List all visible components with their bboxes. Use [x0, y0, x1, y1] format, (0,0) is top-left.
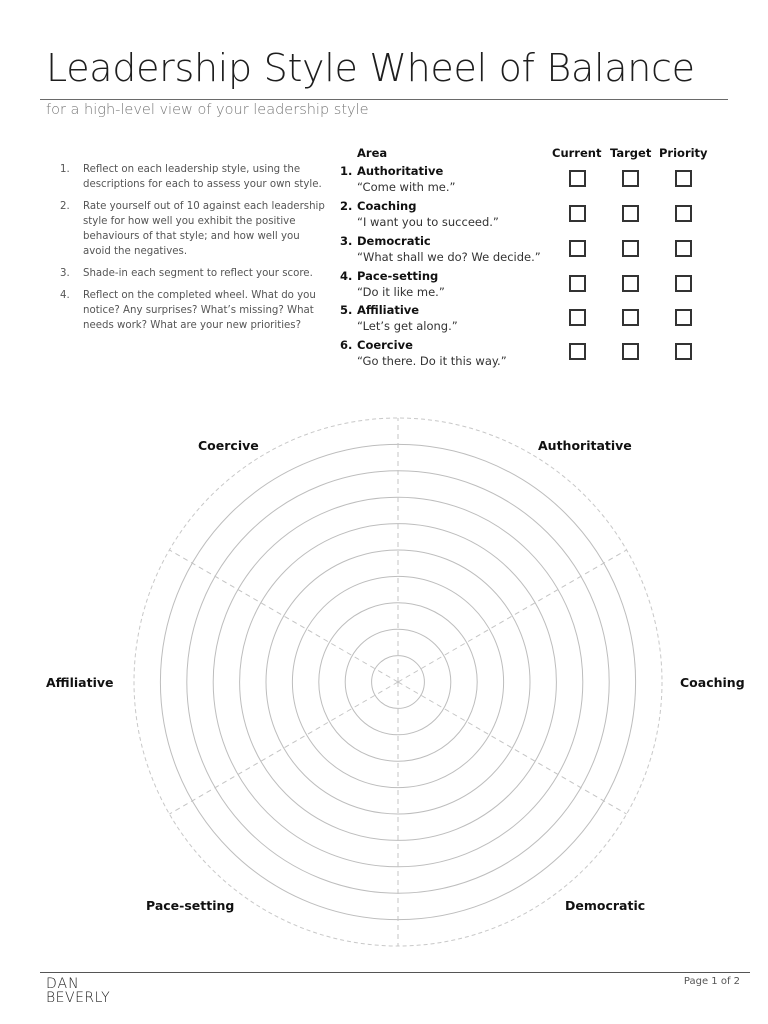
current-checkbox[interactable]: [569, 240, 586, 257]
current-checkbox[interactable]: [569, 170, 586, 187]
current-checkbox[interactable]: [569, 309, 586, 326]
target-column-header: Target: [610, 146, 652, 160]
wheel-label-authoritative: Authoritative: [538, 438, 632, 453]
area-quote: “Let’s get along.”: [357, 319, 458, 333]
area-column-header: Area: [357, 146, 388, 160]
area-quote: “Come with me.”: [357, 180, 456, 194]
wheel-label-democratic: Democratic: [565, 898, 646, 913]
target-checkbox[interactable]: [622, 205, 639, 222]
current-checkbox[interactable]: [569, 343, 586, 360]
instruction-item: [60, 199, 330, 259]
target-checkbox[interactable]: [622, 275, 639, 292]
area-name: Pace-setting: [357, 269, 439, 283]
area-number: 3.: [340, 234, 353, 248]
current-column-header: Current: [552, 146, 602, 160]
instruction-number: 2.: [60, 201, 70, 212]
instruction-text: Rate yourself out of 10 against each leadership style for how well you exhibit the positive behaviours of that style; and how well you avoid the negatives.: [83, 201, 325, 257]
instruction-number: 3.: [60, 268, 70, 279]
wheel-label-affiliative: Affiliative: [46, 675, 114, 690]
priority-checkbox[interactable]: [675, 170, 692, 187]
priority-checkbox[interactable]: [675, 275, 692, 292]
area-number: 6.: [340, 338, 353, 352]
area-number: 2.: [340, 199, 353, 213]
instruction-text: Reflect on the completed wheel. What do you notice? Any surprises? What’s missing? What needs work? What are your new priorities?: [83, 290, 316, 331]
page-number: Page 1 of 2: [683, 976, 740, 987]
area-quote: “I want you to succeed.”: [357, 215, 499, 229]
area-quote: “What shall we do? We decide.”: [357, 250, 541, 264]
priority-checkbox[interactable]: [675, 343, 692, 360]
area-name: Coaching: [357, 199, 417, 213]
area-number: 4.: [340, 269, 353, 283]
instruction-item: [60, 266, 330, 281]
area-name: Authoritative: [357, 164, 444, 178]
logo-line-1: DAN: [46, 976, 80, 992]
instruction-number: 1.: [60, 164, 70, 175]
page-subtitle: for a high-level view of your leadership style: [46, 102, 369, 118]
target-checkbox[interactable]: [622, 309, 639, 326]
target-checkbox[interactable]: [622, 240, 639, 257]
area-number: 5.: [340, 303, 353, 317]
balance-wheel[interactable]: [0, 410, 768, 970]
area-quote: “Do it like me.”: [357, 285, 445, 299]
instruction-text: Shade-in each segment to reflect your score.: [83, 268, 313, 279]
target-checkbox[interactable]: [622, 343, 639, 360]
brand-logo: [46, 977, 110, 1005]
wheel-label-coercive: Coercive: [198, 438, 259, 453]
target-checkbox[interactable]: [622, 170, 639, 187]
area-name: Coercive: [357, 338, 413, 352]
priority-checkbox[interactable]: [675, 309, 692, 326]
instruction-item: [60, 162, 330, 192]
title-divider: [40, 99, 728, 100]
footer-divider: [40, 972, 750, 973]
priority-checkbox[interactable]: [675, 205, 692, 222]
instruction-number: 4.: [60, 290, 70, 301]
wheel-label-pace-setting: Pace-setting: [146, 898, 235, 913]
instruction-text: Reflect on each leadership style, using the descriptions for each to assess your own style.: [83, 164, 322, 190]
area-name: Affiliative: [357, 303, 420, 317]
current-checkbox[interactable]: [569, 205, 586, 222]
current-checkbox[interactable]: [569, 275, 586, 292]
priority-column-header: Priority: [659, 146, 708, 160]
page-title: Leadership Style Wheel of Balance: [46, 46, 695, 90]
logo-line-2: BEVERLY: [46, 990, 111, 1006]
wheel-label-coaching: Coaching: [680, 675, 745, 690]
priority-checkbox[interactable]: [675, 240, 692, 257]
area-name: Democratic: [357, 234, 431, 248]
area-quote: “Go there. Do it this way.”: [357, 354, 507, 368]
instruction-item: [60, 288, 330, 333]
instructions-list: [60, 162, 330, 340]
area-number: 1.: [340, 164, 353, 178]
wheel-spokes: [169, 418, 626, 946]
